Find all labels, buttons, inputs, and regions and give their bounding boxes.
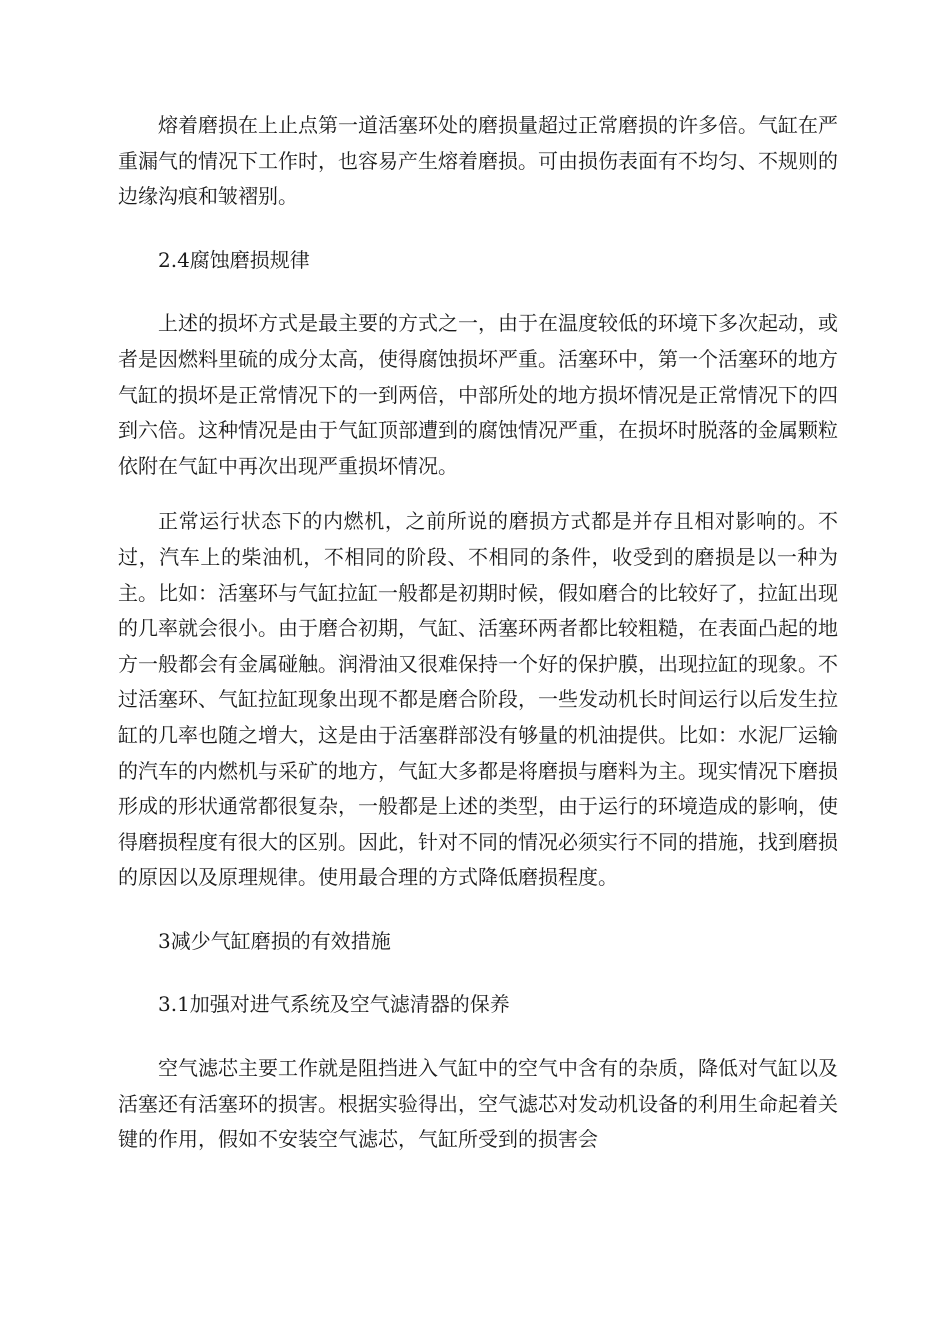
paragraph-air-filter: 空气滤芯主要工作就是阻挡进入气缸中的空气中含有的杂质，降低对气缸以及活塞还有活塞环的损害。根据实验得出，空气滤芯对发动机设备的利用生命起着关键的作用，假如不安装空气滤芯，气缸所受到的损害会 <box>118 1056 838 1152</box>
paragraph-corrosion-wear: 上述的损坏方式是最主要的方式之一，由于在温度较低的环境下多次起动，或者是因燃料里硫的成分太高，使得腐蚀损坏严重。活塞环中，第一个活塞环的地方气缸的损坏是正常情况下的一到两倍，中部所处的地方损坏情况是正常情况下的四到六倍。这种情况是由于气缸顶部遭到的腐蚀情况严重，在损坏时脱落的金属颗粒依附在气缸中再次出现严重损坏情况。 <box>118 311 838 478</box>
paragraph-fusion-wear: 熔着磨损在上止点第一道活塞环处的磨损量超过正常磨损的许多倍。气缸在严重漏气的情况下工作时，也容易产生熔着磨损。可由损伤表面有不均匀、不规则的边缘沟痕和皱褶别。 <box>118 113 838 209</box>
document-page <box>118 108 838 1158</box>
section-heading-2-4: 2.4腐蚀磨损规律 <box>158 247 310 272</box>
paragraph-normal-operation: 正常运行状态下的内燃机，之前所说的磨损方式都是并存且相对影响的。不过，汽车上的柴油机，不相同的阶段、不相同的条件，收受到的磨损是以一种为主。比如：活塞环与气缸拉缸一般都是初期时候，假如磨合的比较好了，拉缸出现的几率就会很小。由于磨合初期，气缸、活塞环两者都比较粗糙，在表面凸起的地方一般都会有金属碰触。润滑油又很难保持一个好的保护膜，出现拉缸的现象。不过活塞环、气缸拉缸现象出现不都是磨合阶段，一些发动机长时间运行以后发生拉缸的几率也随之增大，这是由于活塞群部没有够量的机油提供。比如：水泥厂运输的汽车的内燃机与采矿的地方，气缸大多都是将磨损与磨料为主。现实情况下磨损形成的形状通常都很复杂，一般都是上述的类型，由于运行的环境造成的影响，使得磨损程度有很大的区别。因此，针对不同的情况必须实行不同的措施，找到磨损的原因以及原理规律。使用最合理的方式降低磨损程度。 <box>118 509 838 890</box>
section-heading-3: 3减少气缸磨损的有效措施 <box>158 928 391 953</box>
section-heading-3-1: 3.1加强对进气系统及空气滤清器的保养 <box>158 992 510 1017</box>
